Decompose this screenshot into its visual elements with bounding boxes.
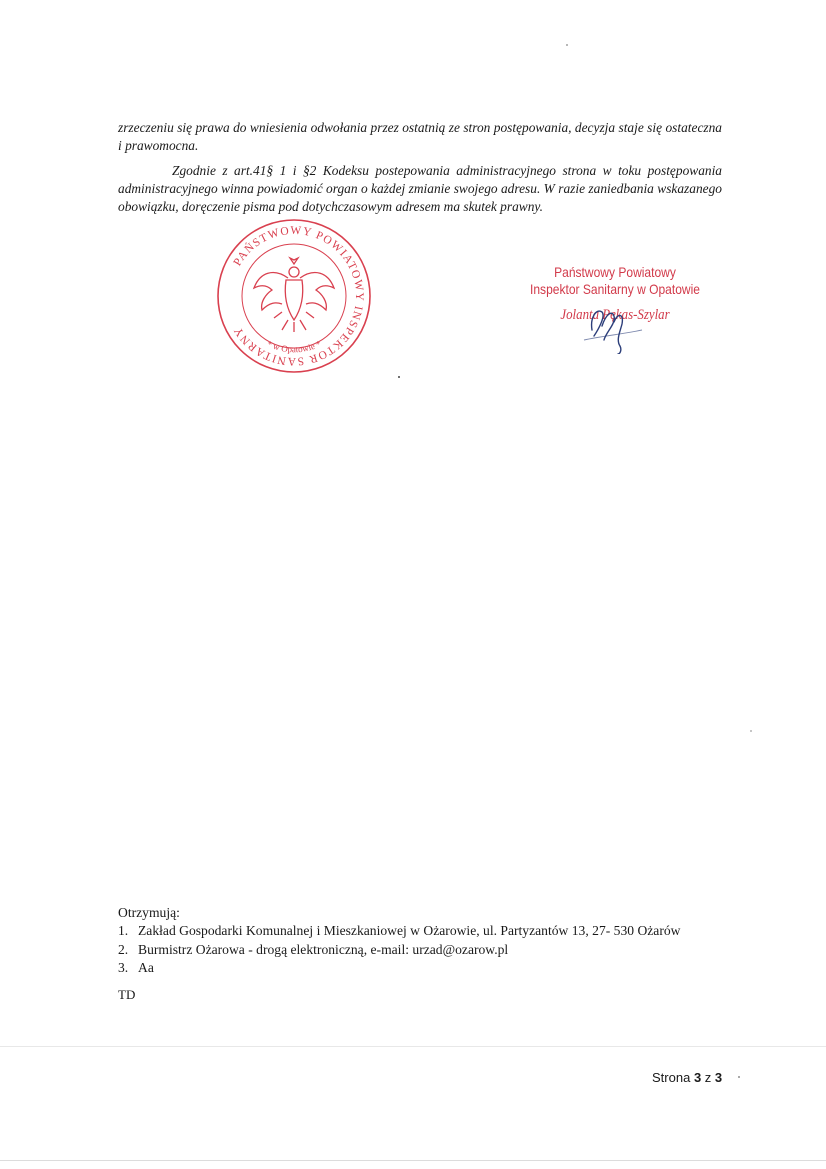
official-seal [214,216,374,376]
scan-artifact-line [0,1160,826,1161]
paragraph-address-change-text: Zgodnie z art.41§ 1 i §2 Kodeksu postepowania administracyjnego strona w toku postępowania administracyjnego winna powiadomić organ o każdej zmianie swojego adresu. W razie zaniedbania wskazanego obowiązku, doręczenie pisma pod dotychczasowym adresem ma skutek prawny. [118,163,722,215]
scan-speckle [566,44,568,46]
recipients-section [118,904,738,977]
page-separator: z [704,1070,712,1085]
recipients-list [118,922,738,977]
eagle-emblem-icon [254,258,334,332]
stamp-name: Jolanta Pękas-Szylar [560,307,670,323]
scan-speckle [750,730,752,732]
stamp-line-1: Państwowy Powiatowy [554,264,676,280]
handwritten-signature [572,300,652,354]
recipient-item [118,959,738,977]
recipient-item [118,922,738,940]
recipients-heading: Otrzymują: [118,905,180,920]
recipient-text: Aa [138,959,154,975]
recipient-number: 1. [118,923,129,939]
recipient-number: 2. [118,941,129,957]
scan-speckle [398,376,400,378]
scan-artifact-line [0,1046,826,1047]
recipient-text: Burmistrz Ożarowa - drogą elektroniczną, e-mail: urzad@ozarow.pl [138,941,509,957]
page-number [652,1070,722,1085]
page-label: Strona [652,1070,691,1085]
recipient-number: 3. [118,959,129,975]
page-current: 3 [693,1070,702,1085]
seal-ring-text: PAŃSTWOWY POWIATOWY INSPEKTOR SANITARNY [231,224,366,368]
stamp-line-2: Inspektor Sanitarny w Opatowie [530,281,700,297]
recipient-item [118,941,738,959]
seal-bottom-text: * w Opatowie * [265,338,323,355]
recipient-text: Zakład Gospodarki Komunalnej i Mieszkaniowej w Ożarowie, ul. Partyzantów 13, 27- 530 Ożarów [138,923,681,939]
scan-speckle [738,1076,740,1078]
paragraph-finality: zrzeczeniu się prawa do wniesienia odwołania przez ostatnią ze stron postępowania, decyzja staje się ostateczna i prawomocna. [118,120,722,154]
author-initials: TD [118,987,136,1002]
paragraph-address-change [118,162,722,216]
page-total: 3 [714,1070,723,1085]
